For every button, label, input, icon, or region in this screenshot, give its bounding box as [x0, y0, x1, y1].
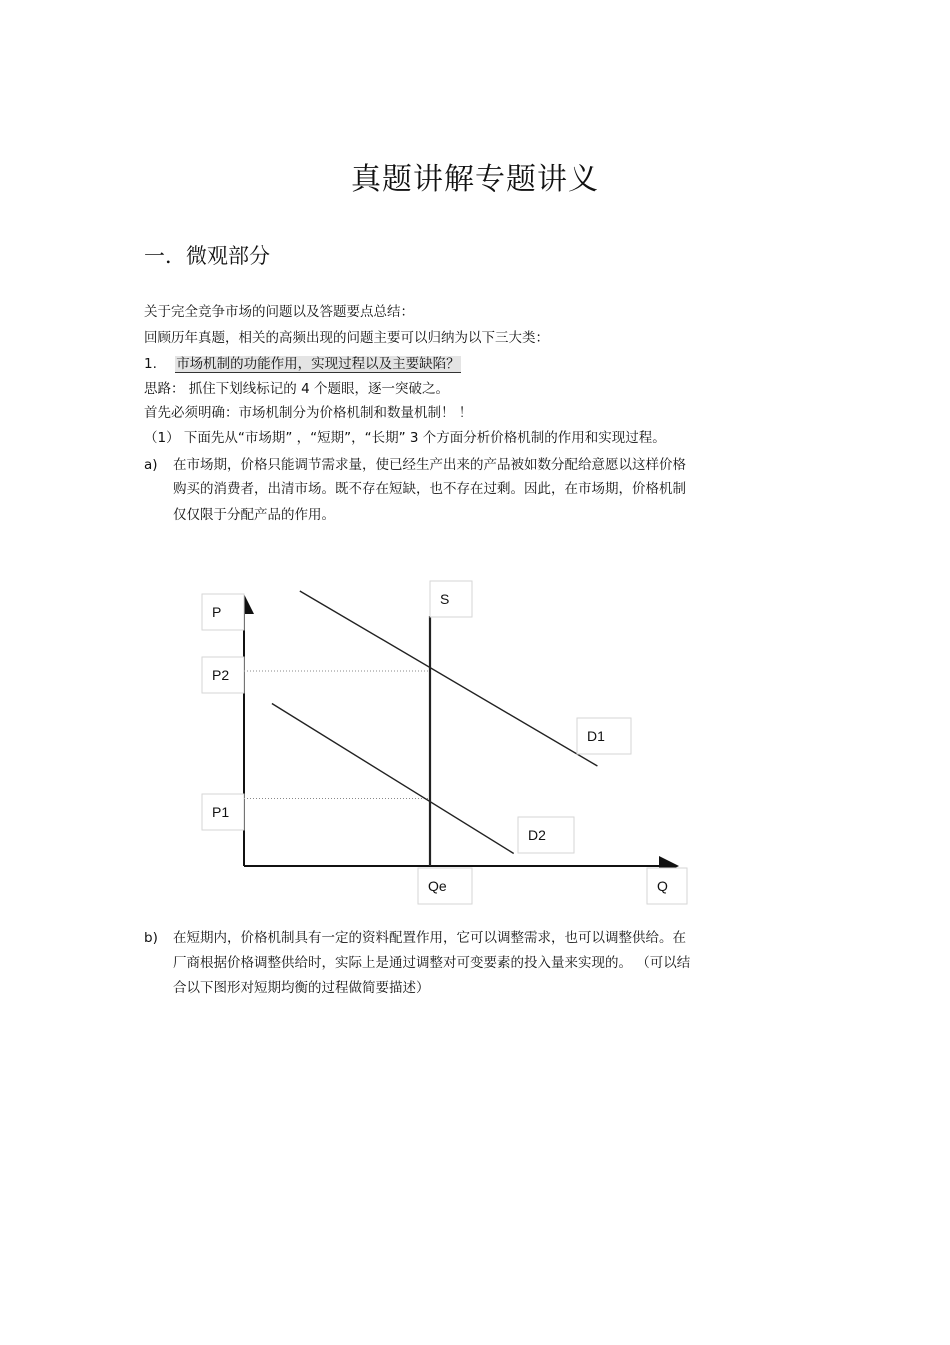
paragraph-intro: 关于完全竞争市场的问题以及答题要点总结：	[144, 304, 414, 320]
paragraph-b-line-1: 在短期内，价格机制具有一定的资料配置作用，它可以调整需求，也可以调整供给。在	[173, 930, 686, 946]
x-axis-label: Q	[657, 878, 668, 894]
series-d2-label-box	[518, 817, 574, 853]
series-d1-label: D1	[587, 728, 605, 744]
list-item-number: 1.	[144, 356, 157, 372]
tick-label-p1: P1	[212, 804, 230, 820]
series-s-label-box	[430, 581, 472, 617]
series-s-label: S	[440, 591, 450, 607]
y-axis-label-box	[202, 594, 244, 630]
paragraph-a-line-1: 在市场期，价格只能调节需求量，使已经生产出来的产品被如数分配给意愿以这样价格	[173, 457, 686, 473]
paragraph-b-line-3: 合以下图形对短期均衡的过程做简要描述）	[173, 980, 430, 996]
paragraph-subsection-1: （1） 下面先从“市场期” ，“短期”，“长期” 3 个方面分析价格机制的作用和实现过程。	[144, 430, 666, 446]
paragraph-a-line-3: 仅仅限于分配产品的作用。	[173, 507, 335, 523]
highlighted-question: 市场机制的功能作用，实现过程以及主要缺陷？	[176, 356, 460, 372]
document-title: 真题讲解专题讲义	[351, 162, 599, 197]
list-label-b: b)	[144, 930, 158, 946]
paragraph-a-line-2: 购买的消费者，出清市场。既不存在短缺，也不存在过剩。因此，在市场期，价格机制	[173, 481, 686, 497]
y-axis-label: P	[212, 604, 222, 620]
tick-label-p2: P2	[212, 667, 230, 683]
section-heading: 一．微观部分	[144, 244, 270, 268]
series-d2-label: D2	[528, 827, 546, 843]
paragraph-review: 回顾历年真题，相关的高频出现的问题主要可以归纳为以下三大类：	[144, 330, 549, 346]
tick-label-qe: Qe	[428, 878, 447, 894]
paragraph-b-line-2: 厂商根据价格调整供给时，实际上是通过调整对可变要素的投入量来实现的。 （可以结	[173, 955, 691, 971]
paragraph-premise: 首先必须明确：市场机制分为价格机制和数量机制！ ！	[144, 405, 473, 421]
series-d2-line	[272, 704, 514, 854]
list-label-a: a)	[144, 457, 158, 473]
paragraph-approach: 思路： 抓住下划线标记的 4 个题眼，逐一突破之。	[144, 381, 449, 397]
